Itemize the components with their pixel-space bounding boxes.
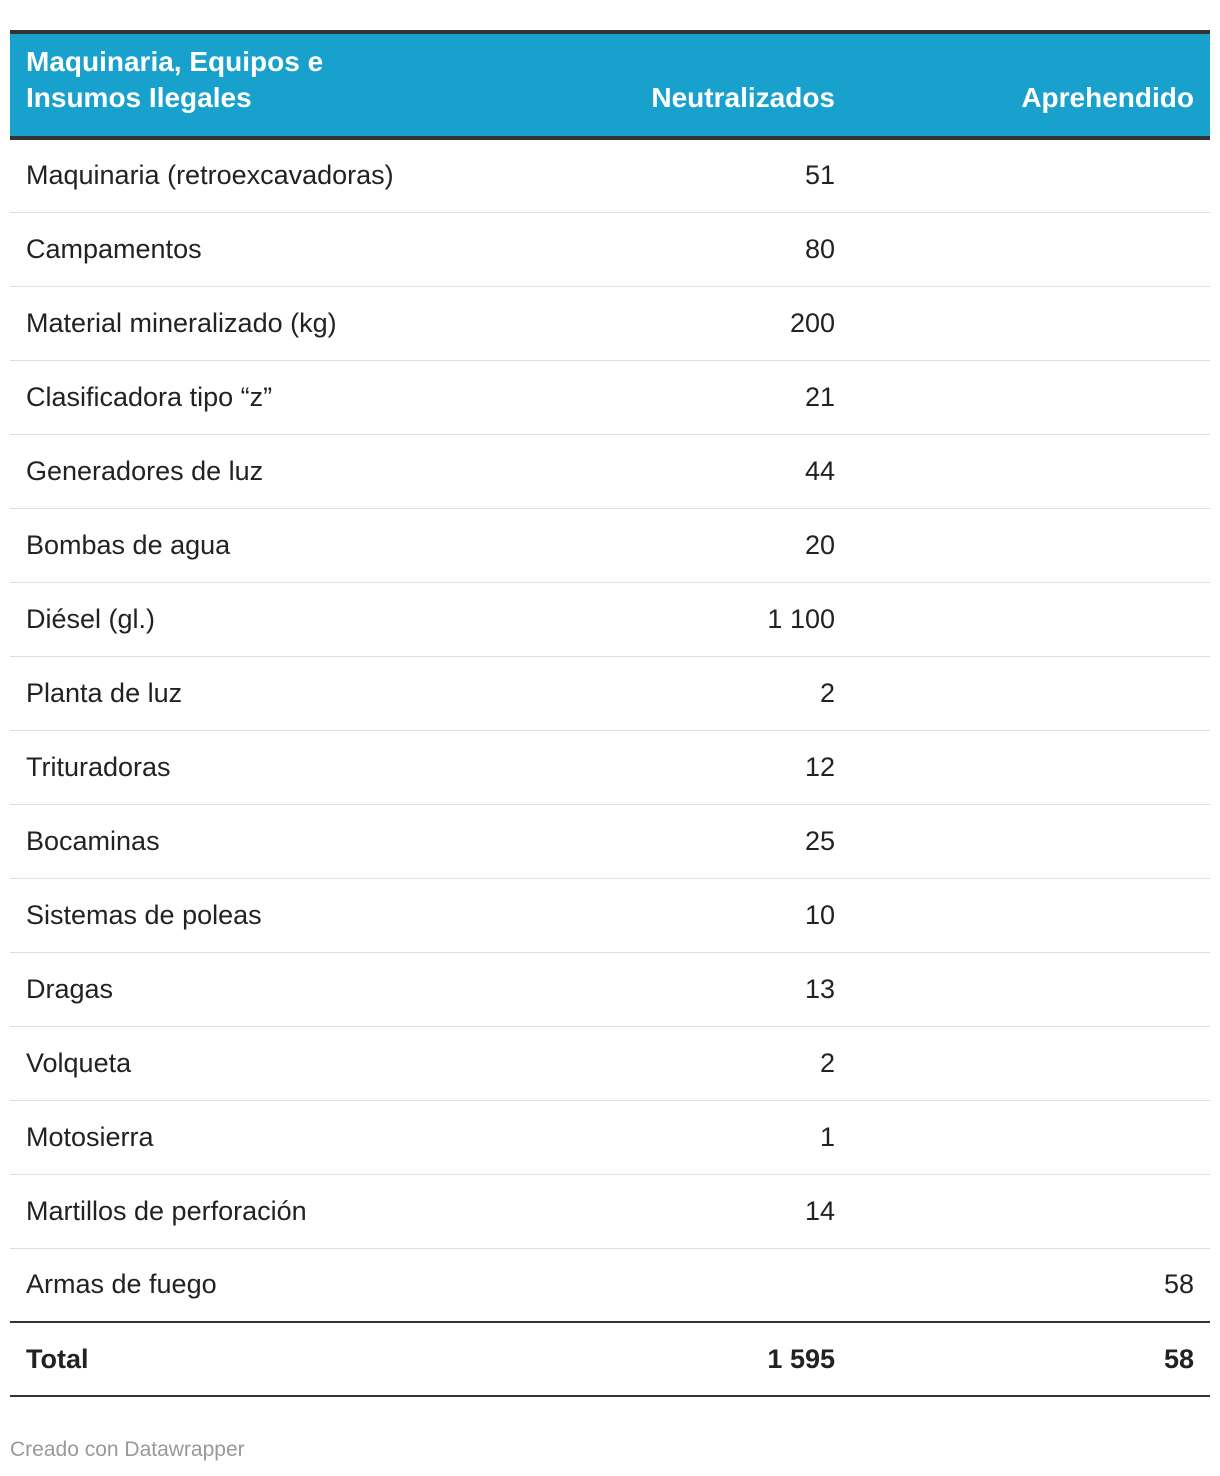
cell-aprehendido — [835, 286, 1210, 360]
cell-item: Armas de fuego — [10, 1248, 610, 1322]
table-row — [10, 1100, 1210, 1174]
column-header-item-line1: Maquinaria, Equipos e — [26, 46, 324, 77]
cell-item: Maquinaria (retroexcavadoras) — [10, 138, 610, 212]
cell-item: Material mineralizado (kg) — [10, 286, 610, 360]
cell-neutralizados: 80 — [610, 212, 835, 286]
cell-item: Dragas — [10, 952, 610, 1026]
cell-aprehendido — [835, 952, 1210, 1026]
cell-item: Campamentos — [10, 212, 610, 286]
cell-item: Trituradoras — [10, 730, 610, 804]
cell-item: Bombas de agua — [10, 508, 610, 582]
table-row — [10, 878, 1210, 952]
cell-neutralizados: 10 — [610, 878, 835, 952]
cell-total-neutralizados: 1 595 — [610, 1322, 835, 1396]
cell-neutralizados — [610, 1248, 835, 1322]
cell-neutralizados: 1 100 — [610, 582, 835, 656]
table-row — [10, 952, 1210, 1026]
data-table-container — [10, 30, 1210, 1397]
table-row — [10, 212, 1210, 286]
table-row — [10, 360, 1210, 434]
cell-neutralizados: 14 — [610, 1174, 835, 1248]
table-row — [10, 582, 1210, 656]
cell-item: Clasificadora tipo “z” — [10, 360, 610, 434]
cell-item: Martillos de perforación — [10, 1174, 610, 1248]
cell-neutralizados: 2 — [610, 1026, 835, 1100]
cell-neutralizados: 51 — [610, 138, 835, 212]
table-row — [10, 286, 1210, 360]
cell-item: Motosierra — [10, 1100, 610, 1174]
column-header-item-line2: Insumos Ilegales — [26, 82, 252, 113]
cell-item: Diésel (gl.) — [10, 582, 610, 656]
cell-neutralizados: 2 — [610, 656, 835, 730]
table-row — [10, 730, 1210, 804]
cell-neutralizados: 25 — [610, 804, 835, 878]
cell-aprehendido — [835, 582, 1210, 656]
cell-item: Bocaminas — [10, 804, 610, 878]
cell-aprehendido — [835, 878, 1210, 952]
table-row — [10, 434, 1210, 508]
table-header-row — [10, 32, 1210, 138]
table-row — [10, 656, 1210, 730]
cell-item: Volqueta — [10, 1026, 610, 1100]
column-header-item[interactable] — [10, 32, 610, 138]
cell-total-label: Total — [10, 1322, 610, 1396]
datawrapper-credit[interactable]: Creado con Datawrapper — [10, 1438, 245, 1461]
cell-neutralizados: 20 — [610, 508, 835, 582]
cell-aprehendido — [835, 656, 1210, 730]
column-header-neutralizados[interactable]: Neutralizados — [610, 32, 835, 138]
cell-aprehendido — [835, 508, 1210, 582]
cell-item: Sistemas de poleas — [10, 878, 610, 952]
cell-aprehendido — [835, 1026, 1210, 1100]
table-row — [10, 1248, 1210, 1322]
cell-neutralizados: 12 — [610, 730, 835, 804]
cell-aprehendido — [835, 212, 1210, 286]
cell-total-aprehendido: 58 — [835, 1322, 1210, 1396]
cell-item: Planta de luz — [10, 656, 610, 730]
cell-neutralizados: 200 — [610, 286, 835, 360]
cell-aprehendido — [835, 138, 1210, 212]
cell-aprehendido — [835, 360, 1210, 434]
cell-aprehendido — [835, 804, 1210, 878]
cell-neutralizados: 1 — [610, 1100, 835, 1174]
cell-neutralizados: 13 — [610, 952, 835, 1026]
cell-aprehendido — [835, 1100, 1210, 1174]
cell-aprehendido — [835, 730, 1210, 804]
table-row — [10, 508, 1210, 582]
cell-aprehendido — [835, 434, 1210, 508]
cell-aprehendido: 58 — [835, 1248, 1210, 1322]
table-row — [10, 1026, 1210, 1100]
table-row — [10, 804, 1210, 878]
total-row — [10, 1322, 1210, 1396]
table-row — [10, 1174, 1210, 1248]
table-row — [10, 138, 1210, 212]
column-header-aprehendido[interactable]: Aprehendido — [835, 32, 1210, 138]
cell-item: Generadores de luz — [10, 434, 610, 508]
cell-aprehendido — [835, 1174, 1210, 1248]
cell-neutralizados: 44 — [610, 434, 835, 508]
cell-neutralizados: 21 — [610, 360, 835, 434]
data-table — [10, 30, 1210, 1397]
